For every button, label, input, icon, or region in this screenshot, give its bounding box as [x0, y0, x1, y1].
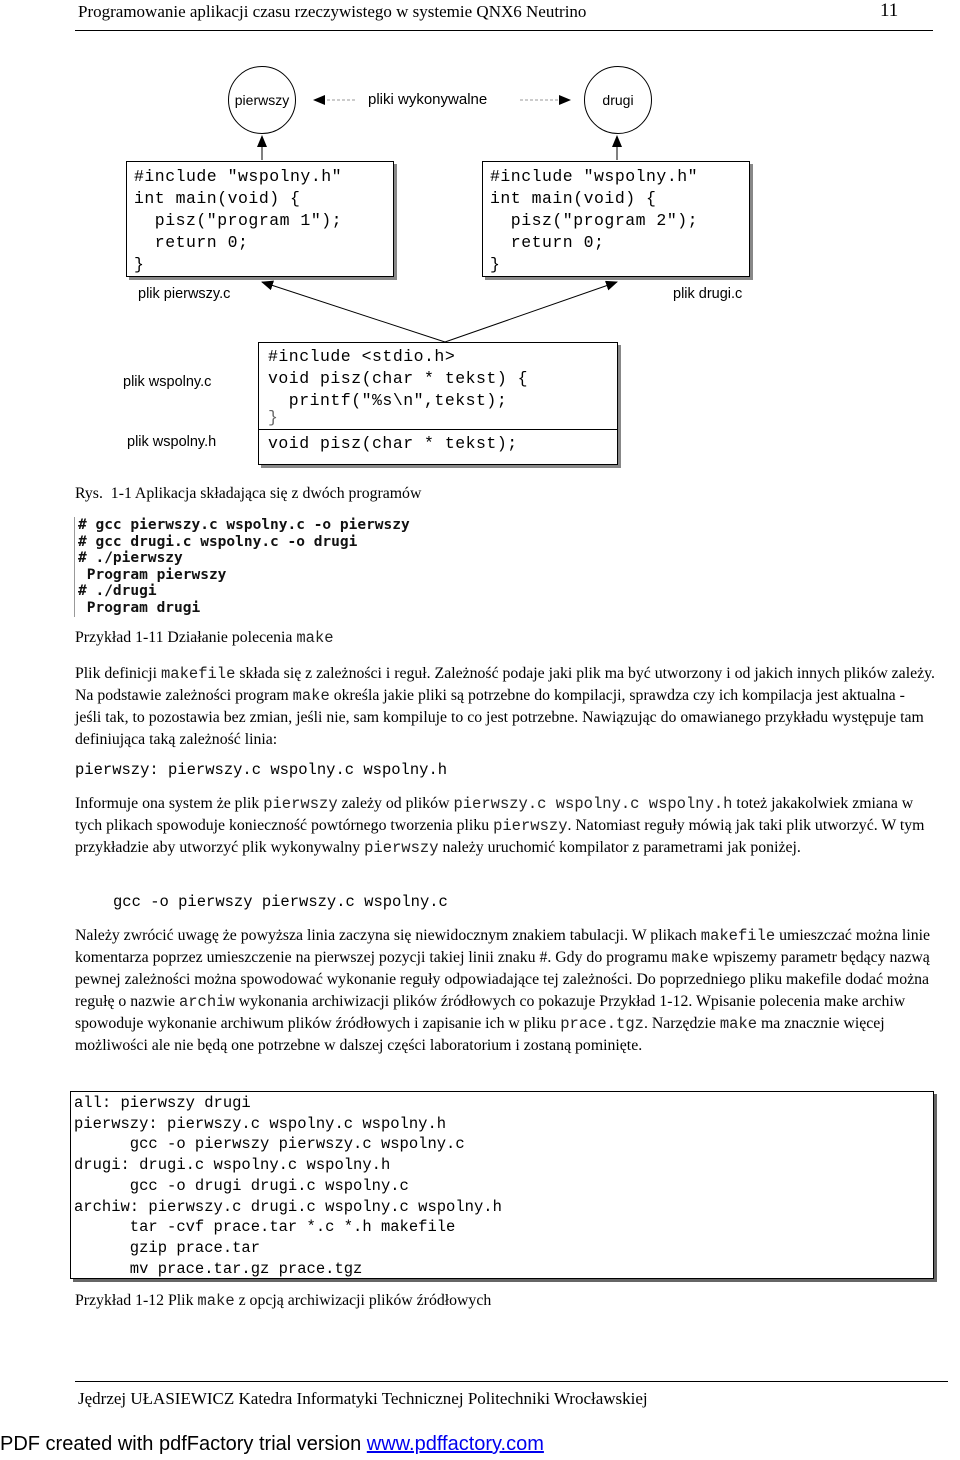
label-pierwszy-c: plik pierwszy.c — [138, 286, 231, 302]
text-run: wpiszemy parametr będący nazwą pewnej zależności można spowodować wykonanie reguły odpowiadające tej zależności. Do poprzedniego pliku makefile dodać można regułę o nazwie — [75, 949, 930, 1010]
dependency-line: pierwszy: pierwszy.c wspolny.c wspolny.h — [75, 761, 448, 779]
makefile-line: drugi: drugi.c wspolny.c wspolny.h — [74, 1156, 391, 1175]
inline-code: prace.tgz — [560, 1015, 644, 1033]
makefile-line: mv prace.tar.gz prace.tgz — [74, 1259, 363, 1278]
code-box-drugi — [482, 161, 750, 277]
code-line: #include <stdio.h> — [268, 347, 456, 366]
inline-code: pierwszy — [364, 839, 439, 857]
node-pierwszy — [228, 66, 296, 134]
makefile-line: gcc -o drugi drugi.c wspolny.c — [74, 1176, 409, 1195]
code-line: } — [490, 255, 501, 274]
label-wspolny-c: plik wspolny.c — [123, 374, 212, 390]
label-drugi-c: plik drugi.c — [673, 286, 743, 302]
text-run: ma znacznie więcej możliwości ale nie będą one potrzebne w dalszej części laboratorium i zostaną pominięte. — [75, 1015, 885, 1054]
inline-code: archiw — [178, 993, 235, 1011]
text-run: określa jakie pliki są potrzebne do kompilacji, sprawdza czy ich kompilacja jest aktualna - jeśli tak, to pozostawia bez zmian, jeśli nie, sam kompiluje to co jest potrzebne. Nawiązując do omawianego przykładu występuje tam definiująca taką zależność linia: — [75, 687, 924, 748]
code-line: return 0; — [490, 233, 605, 252]
caption-text: Przykład 1-12 Plik — [75, 1292, 198, 1309]
inline-code: makefile — [700, 927, 776, 945]
text-run: Plik definicji — [75, 665, 161, 682]
caption-text: Przykład 1-11 Działanie polecenia — [75, 629, 297, 646]
text-run: toteż jakakolwiek zmiana w tych plikach spowoduje konieczność powtórnego tworzenia pliku — [75, 795, 914, 834]
text-run: należy uruchomić kompilator z parametrami jak poniżej. — [438, 839, 801, 856]
text-run: składa się z zależności i reguł. Zależność podaje jaki plik ma być utworzony i od jakich innych plików zależy. Na podstawie zależności program — [75, 665, 935, 704]
code-line: } — [268, 408, 279, 427]
caption-code: make — [296, 629, 334, 647]
page-header-title: Programowanie aplikacji czasu rzeczywistego w systemie QNX6 Neutrino — [78, 2, 587, 21]
caption-text: z opcją archiwizacji plików źródłowych — [234, 1292, 492, 1309]
page-number: 11 — [880, 0, 899, 21]
code-line: pisz("program 1"); — [134, 211, 343, 230]
terminal-line: Program drugi — [78, 599, 201, 616]
terminal-output — [74, 517, 525, 617]
makefile-line: tar -cvf prace.tar *.c *.h makefile — [74, 1218, 456, 1237]
footer-author: Jędrzej UŁASIEWICZ Katedra Informatyki Technicznej Politechniki Wrocławskiej — [78, 1389, 648, 1408]
arrow-lib-to-right — [445, 282, 617, 342]
inline-code: make — [671, 949, 709, 967]
inline-code: make — [292, 687, 330, 705]
makefile-line: gzip prace.tar — [74, 1238, 261, 1257]
paragraph-makefile-intro — [75, 663, 935, 751]
pdf-note-text: PDF created with pdfFactory trial version — [0, 1433, 367, 1455]
terminal-line: # gcc pierwszy.c wspolny.c -o pierwszy — [78, 517, 410, 533]
example-1-11-caption — [75, 629, 334, 647]
inline-code: makefile — [161, 665, 236, 683]
text-run: zależy od plików — [337, 795, 454, 812]
code-line: void pisz(char * tekst); — [268, 434, 518, 453]
code-line: pisz("program 2"); — [490, 211, 699, 230]
executables-label: pliki wykonywalne — [368, 91, 488, 108]
inline-code: pierwszy.c wspolny.c wspolny.h — [453, 795, 733, 813]
pdffactory-link[interactable]: www.pdffactory.com — [366, 1433, 544, 1455]
inline-code: pierwszy — [493, 817, 568, 835]
code-box-wspolny-h — [258, 429, 618, 465]
code-line: #include "wspolny.h" — [134, 167, 343, 186]
figure-caption: Rys. 1-1 Aplikacja składająca się z dwóch programów — [75, 485, 422, 502]
caption-code: make — [197, 1292, 235, 1310]
code-box-pierwszy — [126, 161, 394, 277]
inline-code: make — [719, 1015, 758, 1033]
code-line: void pisz(char * tekst) { — [268, 369, 529, 388]
terminal-line: # ./pierwszy — [78, 550, 183, 566]
makefile-line: all: pierwszy drugi — [74, 1094, 251, 1112]
code-box-wspolny-c — [258, 342, 618, 432]
makefile-line: archiw: pierwszy.c drugi.c wspolny.c wspolny.h — [74, 1197, 502, 1216]
label-wspolny-h: plik wspolny.h — [127, 434, 217, 450]
code-line: int main(void) { — [134, 189, 301, 208]
terminal-line: Program pierwszy — [78, 566, 227, 583]
node-drugi — [584, 66, 652, 134]
code-line: printf("%s\n",tekst); — [268, 391, 508, 410]
terminal-line: # ./drugi — [78, 583, 157, 599]
makefile-listing — [70, 1091, 934, 1279]
paragraph-dependency-explained — [75, 793, 935, 859]
code-line: int main(void) { — [490, 189, 657, 208]
node-drugi-label: drugi — [602, 92, 634, 108]
code-line: } — [134, 255, 145, 274]
paragraph-makefile-details — [75, 925, 935, 1057]
makefile-line: pierwszy: pierwszy.c wspolny.c wspolny.h — [74, 1114, 447, 1133]
text-run: wykonania archiwizacji plików źródłowych co pokazuje Przykład 1-12. Wpisanie polecenia make archiw spowoduje wykonanie archiwum plików źródłowych i zapisanie ich w pliku — [75, 993, 906, 1032]
text-run: . Natomiast reguły mówią jak taki plik utworzyć. W tym przykładzie aby utworzyć plik wykonywalny — [75, 817, 925, 856]
code-line: #include "wspolny.h" — [490, 167, 699, 186]
text-run: Należy zwrócić uwagę że powyższa linia zaczyna się niewidocznym znakiem tabulacji. W plikach — [75, 927, 701, 944]
gcc-rule-line: gcc -o pierwszy pierwszy.c wspolny.c — [113, 893, 448, 911]
pdf-watermark-note — [0, 1433, 544, 1456]
makefile-line: gcc -o pierwszy pierwszy.c wspolny.c — [74, 1135, 465, 1154]
inline-code: pierwszy — [263, 795, 338, 813]
node-pierwszy-label: pierwszy — [234, 92, 290, 108]
code-line: return 0; — [134, 233, 249, 252]
arrow-lib-to-left — [262, 282, 445, 342]
text-run: . Narzędzie — [643, 1015, 720, 1032]
text-run: Informuje ona system że plik — [75, 795, 264, 812]
terminal-line: # gcc drugi.c wspolny.c -o drugi — [78, 533, 358, 550]
footer-rule — [75, 1381, 948, 1382]
text-run: umieszczać można linie komentarza poprzez umieszczenie na pierwszej pozycji takiej linii znaku #. Gdy do programu — [75, 927, 931, 966]
example-1-12-caption — [75, 1292, 491, 1310]
